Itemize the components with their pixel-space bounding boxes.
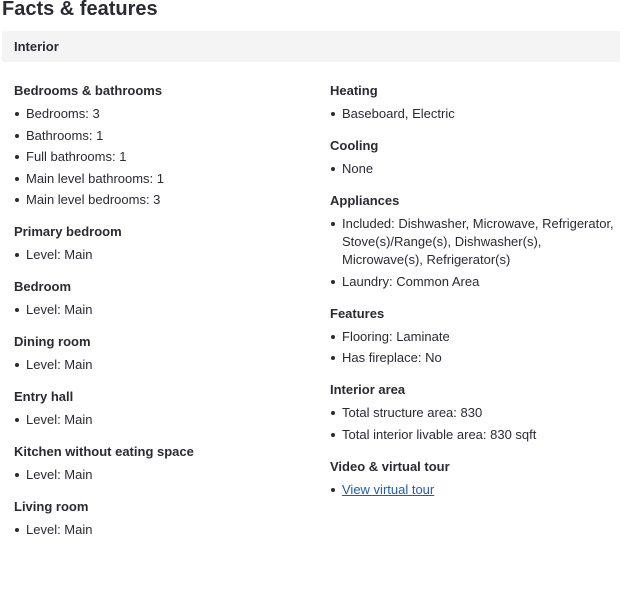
group-title: Dining room xyxy=(14,334,91,349)
list-item: Has fireplace: No xyxy=(330,349,620,367)
group-heating xyxy=(330,82,620,123)
group-title: Bedrooms & bathrooms xyxy=(14,83,163,98)
group-title: Appliances xyxy=(330,193,400,208)
item-list xyxy=(330,481,620,499)
item-list xyxy=(14,105,314,209)
list-item: Laundry: Common Area xyxy=(330,273,620,291)
view-virtual-tour-link[interactable]: View virtual tour xyxy=(342,481,435,497)
list-item: Full bathrooms: 1 xyxy=(14,148,314,166)
item-list xyxy=(330,404,620,444)
list-item: Total interior livable area: 830 sqft xyxy=(330,426,620,444)
item-list xyxy=(330,105,620,123)
group-dining-room xyxy=(14,333,314,374)
list-item: Main level bedrooms: 3 xyxy=(14,191,314,209)
group-title: Heating xyxy=(330,83,378,98)
item-list xyxy=(14,356,314,374)
item-list xyxy=(14,411,314,429)
group-title: Primary bedroom xyxy=(14,224,122,239)
list-item: None xyxy=(330,160,620,178)
item-list xyxy=(330,215,620,291)
list-item: Level: Main xyxy=(14,301,314,319)
group-kitchen xyxy=(14,443,314,484)
group-entry-hall xyxy=(14,388,314,429)
item-list xyxy=(14,521,314,539)
group-living-room xyxy=(14,498,314,539)
item-list xyxy=(330,160,620,178)
list-item: Level: Main xyxy=(14,356,314,374)
list-item: Bedrooms: 3 xyxy=(14,105,314,123)
page-title: Facts & features xyxy=(2,0,158,20)
section-header-interior[interactable]: Interior xyxy=(2,31,620,62)
group-title: Features xyxy=(330,305,385,321)
group-title: Kitchen without eating space xyxy=(14,444,194,459)
list-item: Included: Dishwasher, Microwave, Refrigerator, Stove(s)/Range(s), Dishwasher(s), Microwave(s), Refrigerator(s) xyxy=(330,215,620,269)
left-column xyxy=(14,82,314,553)
list-item: Main level bathrooms: 1 xyxy=(14,170,314,188)
list-item: Level: Main xyxy=(14,411,314,429)
list-item: Level: Main xyxy=(14,466,314,484)
group-title: Cooling xyxy=(330,138,379,153)
item-list xyxy=(14,301,314,319)
right-column xyxy=(330,82,620,513)
group-primary-bedroom xyxy=(14,223,314,264)
group-title: Video & virtual tour xyxy=(330,458,450,474)
group-title: Bedroom xyxy=(14,279,72,294)
item-list xyxy=(14,246,314,264)
item-list xyxy=(14,466,314,484)
list-item: Total structure area: 830 xyxy=(330,404,620,422)
list-item: Baseboard, Electric xyxy=(330,105,620,123)
list-item: Bathrooms: 1 xyxy=(14,127,314,145)
list-item: Level: Main xyxy=(14,521,314,539)
group-appliances xyxy=(330,192,620,291)
item-list xyxy=(330,328,620,368)
group-title: Entry hall xyxy=(14,389,74,404)
group-title: Living room xyxy=(14,499,89,514)
group-bedrooms-bathrooms xyxy=(14,82,314,209)
group-features xyxy=(330,305,620,368)
group-title: Interior area xyxy=(330,382,406,397)
list-item: Flooring: Laminate xyxy=(330,328,620,346)
group-video-virtual-tour xyxy=(330,458,620,499)
list-item: Level: Main xyxy=(14,246,314,264)
list-item xyxy=(330,481,620,499)
group-interior-area xyxy=(330,381,620,444)
group-cooling xyxy=(330,137,620,178)
group-bedroom xyxy=(14,278,314,319)
